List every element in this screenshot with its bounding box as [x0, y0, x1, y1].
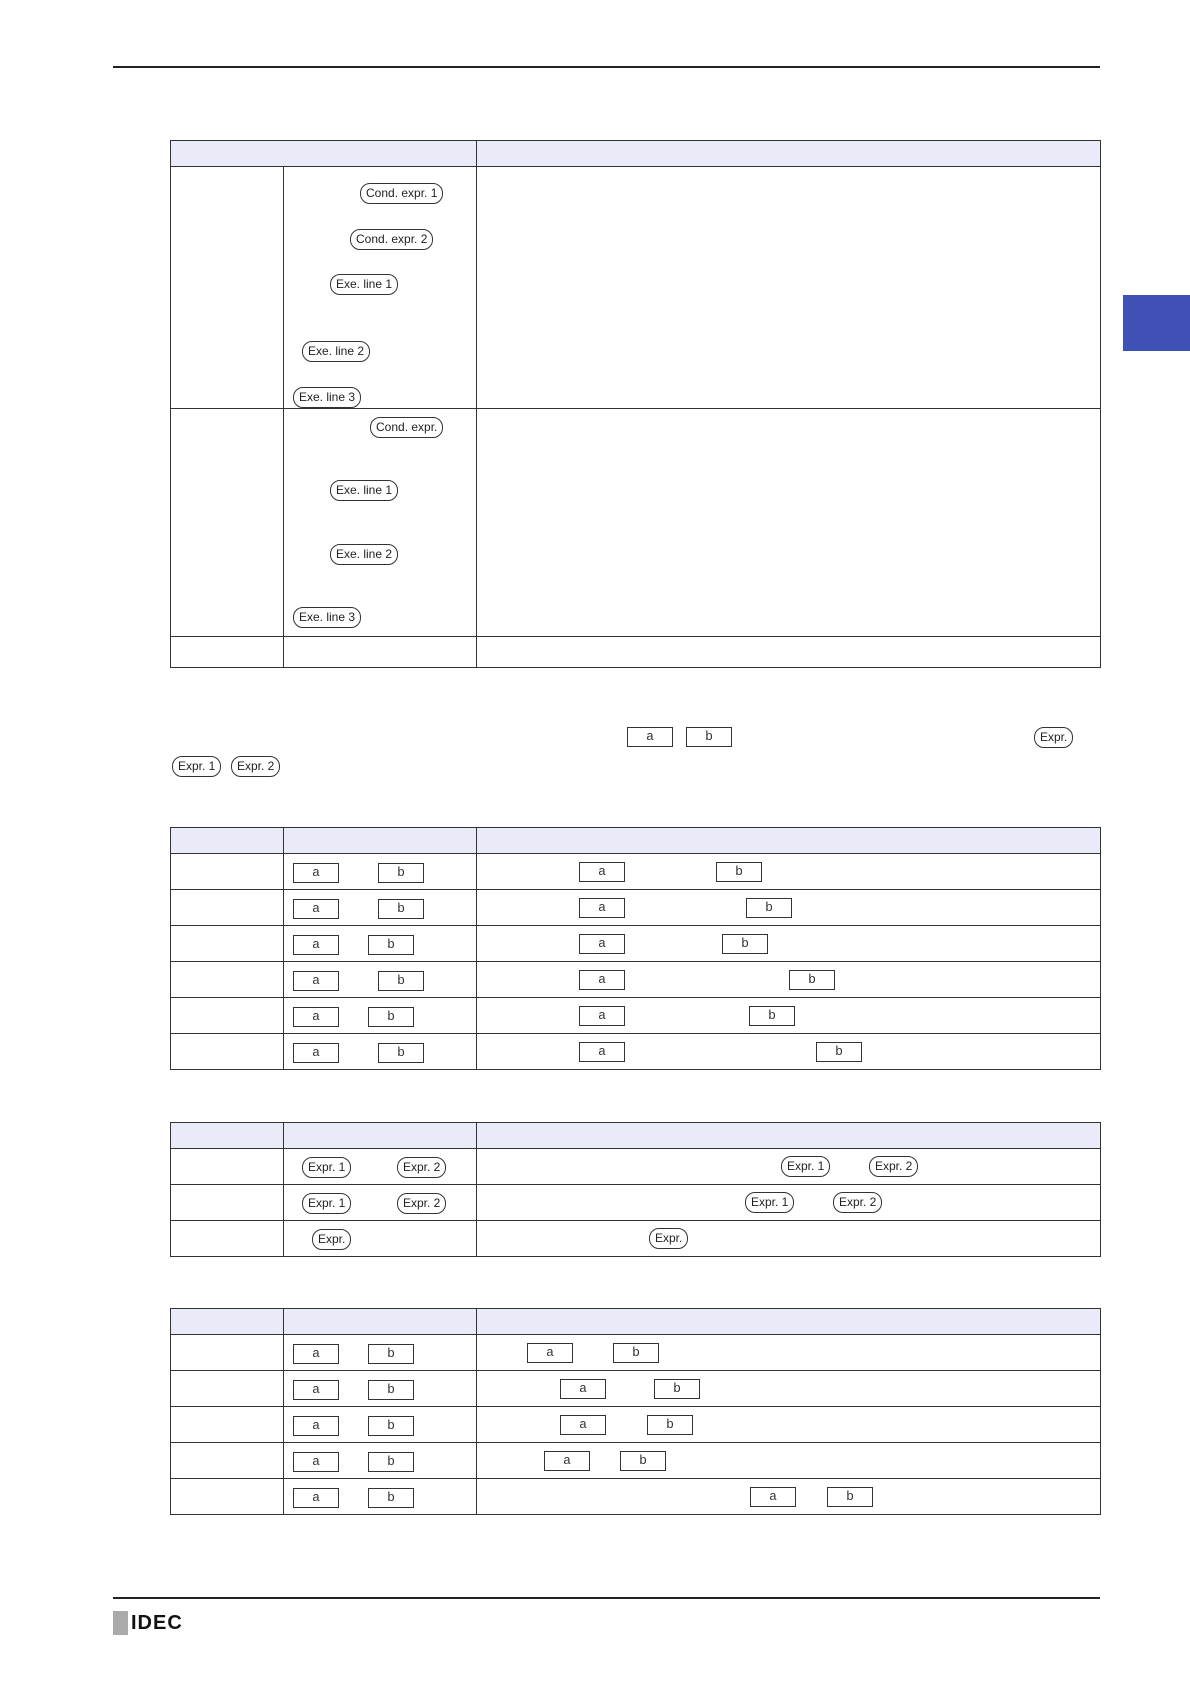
idec-logo [113, 1611, 183, 1635]
expr-2-marker: Expr. 2 [397, 1157, 446, 1178]
table-row [171, 1149, 1101, 1185]
table-row [171, 1185, 1101, 1221]
exe-line-2-marker: Exe. line 2 [330, 544, 398, 565]
table-row [171, 926, 1101, 962]
operand-b-marker: b [749, 1006, 795, 1026]
operand-a-marker: a [293, 971, 339, 991]
expr-2-marker: Expr. 2 [231, 756, 280, 777]
expr-1-marker: Expr. 1 [302, 1193, 351, 1214]
table-header-row [171, 141, 1101, 167]
logical-operator-table [170, 1122, 1101, 1257]
operand-b-marker: b [368, 935, 414, 955]
exe-line-1-marker: Exe. line 1 [330, 480, 398, 501]
operand-a-marker: a [293, 1452, 339, 1472]
operand-b-marker: b [368, 1416, 414, 1436]
table-row [171, 1034, 1101, 1070]
table-row [171, 1335, 1101, 1371]
operand-a-marker: a [293, 1344, 339, 1364]
operand-b-marker: b [654, 1379, 700, 1399]
cond-expr-2-marker: Cond. expr. 2 [350, 229, 433, 250]
operand-a-marker: a [579, 1006, 625, 1026]
table-row [171, 637, 1101, 668]
operand-a-marker: a [560, 1415, 606, 1435]
exe-line-3-marker: Exe. line 3 [293, 387, 361, 408]
expr-1-marker: Expr. 1 [745, 1192, 794, 1213]
control-statement-table [170, 140, 1101, 668]
operand-b-marker: b [368, 1344, 414, 1364]
operand-b-marker: b [368, 1380, 414, 1400]
operand-a-marker: a [579, 934, 625, 954]
operand-b-marker: b [378, 1043, 424, 1063]
operand-a-marker: a [579, 970, 625, 990]
expr-1-marker: Expr. 1 [172, 756, 221, 777]
table-row [171, 167, 1101, 409]
operand-b-marker: b [620, 1451, 666, 1471]
operand-a-marker: a [750, 1487, 796, 1507]
operand-b-marker: b [378, 863, 424, 883]
exe-line-2-marker: Exe. line 2 [302, 341, 370, 362]
operand-a-marker: a [560, 1379, 606, 1399]
footer-rule [113, 1597, 1100, 1599]
operand-a-marker: a [579, 898, 625, 918]
operand-a-marker: a [544, 1451, 590, 1471]
comparison-operator-table [170, 827, 1101, 1070]
table-header-row [171, 1309, 1101, 1335]
expr-2-marker: Expr. 2 [833, 1192, 882, 1213]
table-row [171, 1407, 1101, 1443]
table-row [171, 998, 1101, 1034]
chapter-side-tab [1123, 295, 1190, 351]
operand-b-marker: b [647, 1415, 693, 1435]
expr-1-marker: Expr. 1 [302, 1157, 351, 1178]
table-row [171, 1479, 1101, 1515]
operand-a-marker: a [579, 1042, 625, 1062]
expr-2-marker: Expr. 2 [397, 1193, 446, 1214]
expr-marker: Expr. [1034, 727, 1073, 748]
operand-a-marker: a [293, 1488, 339, 1508]
operand-b-marker: b [368, 1488, 414, 1508]
operand-a-marker: a [293, 935, 339, 955]
operand-b-marker: b [686, 727, 732, 747]
operand-b-marker: b [716, 862, 762, 882]
operand-b-marker: b [368, 1007, 414, 1027]
operand-b-marker: b [746, 898, 792, 918]
operand-b-marker: b [816, 1042, 862, 1062]
table-row [171, 854, 1101, 890]
table-row [171, 1371, 1101, 1407]
cond-expr-1-marker: Cond. expr. 1 [360, 183, 443, 204]
operand-b-marker: b [722, 934, 768, 954]
operand-a-marker: a [293, 863, 339, 883]
expr-marker: Expr. [649, 1228, 688, 1249]
operand-a-marker: a [293, 1007, 339, 1027]
operand-a-marker: a [293, 1043, 339, 1063]
operand-b-marker: b [378, 899, 424, 919]
table-header-row [171, 1123, 1101, 1149]
exe-line-3-marker: Exe. line 3 [293, 607, 361, 628]
logo-text: IDEC [131, 1611, 183, 1634]
header-rule [113, 66, 1100, 68]
operand-a-marker: a [627, 727, 673, 747]
operand-b-marker: b [827, 1487, 873, 1507]
table-row [171, 890, 1101, 926]
operand-a-marker: a [293, 1380, 339, 1400]
operand-a-marker: a [579, 862, 625, 882]
table-row [171, 409, 1101, 637]
bit-operator-table [170, 1308, 1101, 1515]
operand-b-marker: b [613, 1343, 659, 1363]
expr-marker: Expr. [312, 1229, 351, 1250]
operand-a-marker: a [293, 1416, 339, 1436]
operand-a-marker: a [293, 899, 339, 919]
table-row [171, 1443, 1101, 1479]
expr-2-marker: Expr. 2 [869, 1156, 918, 1177]
exe-line-1-marker: Exe. line 1 [330, 274, 398, 295]
operand-b-marker: b [789, 970, 835, 990]
table-row [171, 962, 1101, 998]
operand-a-marker: a [527, 1343, 573, 1363]
table-row [171, 1221, 1101, 1257]
table-header-row [171, 828, 1101, 854]
cond-expr-marker: Cond. expr. [370, 417, 443, 438]
operand-b-marker: b [368, 1452, 414, 1472]
logo-mark [113, 1611, 128, 1635]
expr-1-marker: Expr. 1 [781, 1156, 830, 1177]
operand-b-marker: b [378, 971, 424, 991]
